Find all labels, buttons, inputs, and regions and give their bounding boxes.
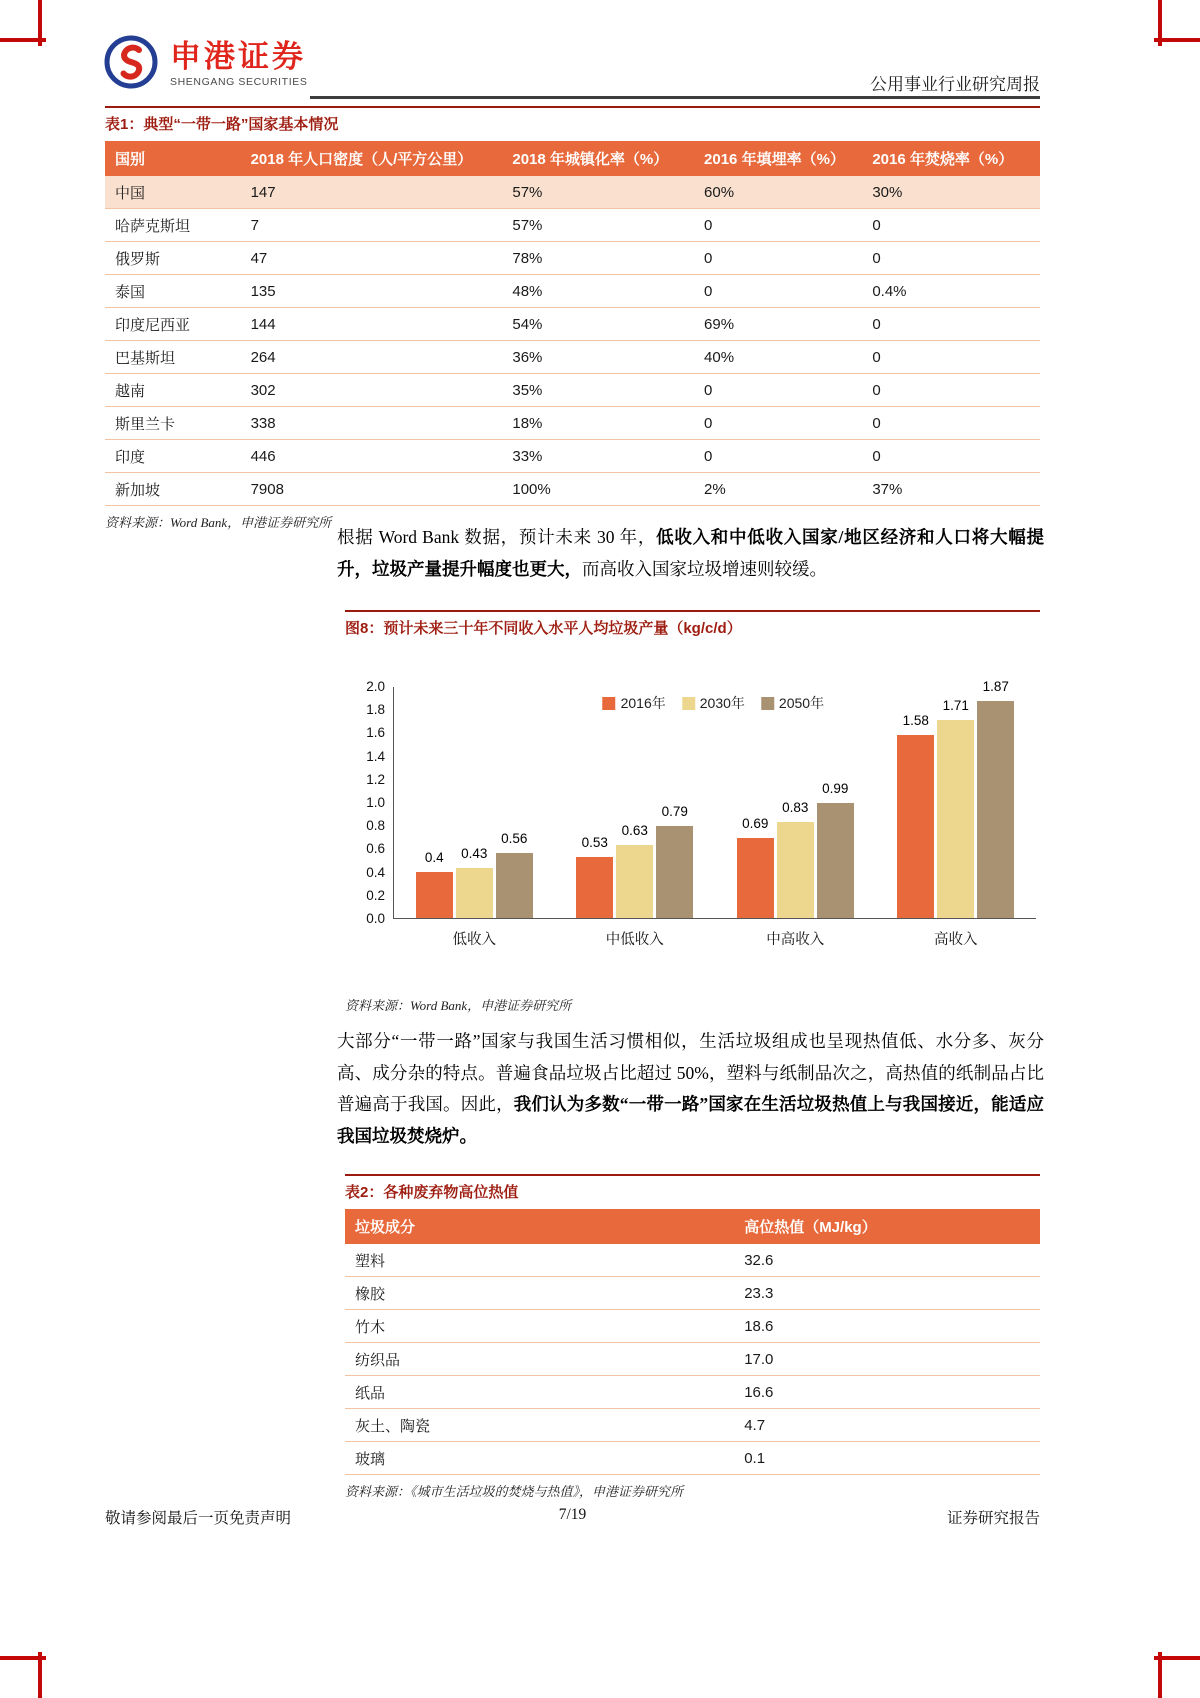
table-cell: 47 <box>241 242 503 275</box>
bar-value-label: 0.69 <box>742 815 769 831</box>
table-cell: 斯里兰卡 <box>105 407 241 440</box>
column-header: 2016 年焚烧率（%） <box>862 141 1040 176</box>
category-label: 高收入 <box>934 932 978 948</box>
table-row <box>345 1343 1040 1376</box>
table1-title: 表1：典型“一带一路”国家基本情况 <box>105 106 1040 141</box>
table-cell: 0 <box>694 374 862 407</box>
bar <box>456 846 493 918</box>
table-cell: 7908 <box>241 473 503 506</box>
chart-section <box>345 610 1040 1014</box>
table-cell: 0.4% <box>862 275 1040 308</box>
bar-group <box>897 679 1014 948</box>
page-number: 7/19 <box>558 1506 587 1523</box>
table-cell: 69% <box>694 308 862 341</box>
column-header: 国别 <box>105 141 241 176</box>
legend-item <box>682 693 745 713</box>
bar <box>496 831 533 918</box>
table-cell: 竹木 <box>345 1310 734 1343</box>
table-cell: 0 <box>862 308 1040 341</box>
bar <box>656 804 693 918</box>
text-segment: 低收入和中低收入国家/地区经济和人口将大幅提升，垃圾产量提升幅度也更大， <box>337 527 1044 579</box>
column-header: 2016 年填埋率（%） <box>694 141 862 176</box>
table-row <box>105 209 1040 242</box>
footer-disclaimer: 敬请参阅最后一页免责声明 <box>105 1510 292 1527</box>
paragraph-income-growth <box>337 522 1044 585</box>
y-axis-tick: 2.0 <box>366 679 385 694</box>
table2-title: 表2：各种废弃物高位热值 <box>345 1174 1040 1209</box>
bar-value-label: 0.56 <box>501 831 528 847</box>
table-cell: 0 <box>862 407 1040 440</box>
y-axis-tick: 1.6 <box>366 725 385 741</box>
table-cell: 135 <box>241 275 503 308</box>
legend-label: 2050年 <box>778 695 825 711</box>
table-cell: 78% <box>502 242 694 275</box>
table-cell: 36% <box>502 341 694 374</box>
table-cell: 0 <box>862 440 1040 473</box>
legend-label: 2030年 <box>699 695 745 711</box>
table-cell: 446 <box>241 440 503 473</box>
belt-road-countries-table <box>105 141 1040 506</box>
bar-value-label: 1.71 <box>942 697 969 713</box>
table2-section <box>345 1174 1040 1500</box>
table-cell: 0 <box>694 407 862 440</box>
table-row <box>345 1409 1040 1442</box>
table-cell: 2% <box>694 473 862 506</box>
bar-group <box>416 687 533 948</box>
waste-heat-value-table <box>345 1209 1040 1475</box>
y-axis-tick: 1.0 <box>366 795 385 810</box>
table-cell: 33% <box>502 440 694 473</box>
table-row <box>105 374 1040 407</box>
bar <box>576 834 613 918</box>
y-axis-tick: 1.8 <box>366 702 385 718</box>
bar <box>937 697 974 918</box>
header-rule <box>310 96 1040 99</box>
legend-item <box>761 693 824 713</box>
y-axis-tick: 0.6 <box>366 841 385 857</box>
table-cell: 橡胶 <box>345 1277 734 1310</box>
corner-mark <box>0 1656 46 1660</box>
y-axis-tick: 1.2 <box>366 771 385 787</box>
text-segment: 根据 Word Bank 数据，预计未来 30 年， <box>337 527 657 547</box>
table-cell: 0 <box>862 374 1040 407</box>
column-header: 高位热值（MJ/kg） <box>734 1209 1040 1244</box>
category-label: 中低收入 <box>605 932 664 948</box>
table-cell: 18.6 <box>734 1310 1040 1343</box>
bar <box>616 822 653 918</box>
table-row <box>105 440 1040 473</box>
table-cell: 纺织品 <box>345 1343 734 1376</box>
table-cell: 泰国 <box>105 275 241 308</box>
corner-mark <box>1154 38 1200 42</box>
table-row <box>105 242 1040 275</box>
bar-value-label: 0.99 <box>822 781 849 797</box>
table-row <box>345 1442 1040 1475</box>
table-cell: 0 <box>862 341 1040 374</box>
table-cell: 338 <box>241 407 503 440</box>
bar-value-label: 0.79 <box>661 804 688 820</box>
corner-mark <box>1154 1656 1200 1660</box>
table-cell: 灰土、陶瓷 <box>345 1409 734 1442</box>
legend-swatch <box>603 697 616 710</box>
legend-label: 2016年 <box>620 695 666 711</box>
table-header-row <box>105 141 1040 176</box>
bar <box>897 712 934 918</box>
table-cell: 57% <box>502 176 694 209</box>
chart-plot-area <box>393 679 1036 948</box>
table-cell: 0 <box>694 440 862 473</box>
table-cell: 264 <box>241 341 503 374</box>
table-cell: 0 <box>694 275 862 308</box>
bar-value-label: 0.53 <box>581 834 608 850</box>
table-cell: 新加坡 <box>105 473 241 506</box>
bar-group <box>576 687 693 948</box>
table-cell: 巴基斯坦 <box>105 341 241 374</box>
table-cell: 塑料 <box>345 1244 734 1277</box>
table-row <box>345 1310 1040 1343</box>
column-header: 垃圾成分 <box>345 1209 734 1244</box>
table-cell: 18% <box>502 407 694 440</box>
table-cell: 100% <box>502 473 694 506</box>
table-cell: 57% <box>502 209 694 242</box>
table-cell: 60% <box>694 176 862 209</box>
bar-value-label: 1.58 <box>902 712 929 728</box>
table-cell: 0 <box>862 242 1040 275</box>
bar-value-label: 0.63 <box>621 822 648 838</box>
category-label: 低收入 <box>452 932 496 948</box>
table-cell: 0.1 <box>734 1442 1040 1475</box>
table-cell: 54% <box>502 308 694 341</box>
table-cell: 印度 <box>105 440 241 473</box>
bar <box>416 849 453 918</box>
table-cell: 35% <box>502 374 694 407</box>
table-row <box>345 1244 1040 1277</box>
brand-text <box>170 38 308 89</box>
text-segment: 大部分“一带一路”国家与我国生活习惯相似，生活垃圾组成也呈现热值低、水分多、灰分高、成分杂的特点。普遍食品垃圾占比超过 50%，塑料与纸制品次之，高热值的纸制品占比普遍高于我国。因此， <box>337 1031 1044 1114</box>
table1-section <box>105 106 1040 531</box>
y-axis-tick: 0.2 <box>366 887 385 903</box>
table-row <box>105 341 1040 374</box>
bar <box>817 781 854 918</box>
table-cell: 40% <box>694 341 862 374</box>
table-cell: 越南 <box>105 374 241 407</box>
column-header: 2018 年城镇化率（%） <box>502 141 694 176</box>
table2-source: 资料来源：《城市生活垃圾的焚烧与热值》，申港证券研究所 <box>345 1484 684 1499</box>
table-row <box>105 275 1040 308</box>
table-cell: 7 <box>241 209 503 242</box>
brand-name: 申港证券 <box>170 38 306 74</box>
page-footer <box>105 1506 1040 1528</box>
bar <box>977 679 1014 918</box>
footer-report-label: 证券研究报告 <box>946 1510 1040 1527</box>
table-cell: 玻璃 <box>345 1442 734 1475</box>
table-cell: 32.6 <box>734 1244 1040 1277</box>
table1-source: 资料来源：Word Bank，申港证券研究所 <box>105 515 332 530</box>
report-type-title: 公用事业行业研究周报 <box>870 75 1040 94</box>
table-cell: 37% <box>862 473 1040 506</box>
y-axis-tick: 0.4 <box>366 864 385 880</box>
table-row <box>105 407 1040 440</box>
table-cell: 302 <box>241 374 503 407</box>
bar-chart <box>345 649 1040 979</box>
table-cell: 俄罗斯 <box>105 242 241 275</box>
shengang-logo-icon <box>103 34 159 95</box>
table-cell: 0 <box>694 209 862 242</box>
table-cell: 147 <box>241 176 503 209</box>
table-cell: 17.0 <box>734 1343 1040 1376</box>
table-cell: 16.6 <box>734 1376 1040 1409</box>
table-row <box>105 308 1040 341</box>
table-header-row <box>345 1209 1040 1244</box>
chart-legend <box>603 693 824 713</box>
brand-name-en: SHENGANG SECURITIES <box>170 76 308 89</box>
bar-value-label: 0.43 <box>461 846 488 862</box>
paragraph-heat-value <box>337 1026 1044 1152</box>
table-cell: 0 <box>862 209 1040 242</box>
bar-value-label: 1.87 <box>982 679 1009 695</box>
legend-swatch <box>682 697 695 710</box>
corner-mark <box>0 38 46 42</box>
bar-value-label: 0.83 <box>782 799 809 815</box>
bar <box>777 799 814 918</box>
table-row <box>345 1376 1040 1409</box>
table-cell: 纸品 <box>345 1376 734 1409</box>
legend-swatch <box>761 697 774 710</box>
table-row <box>105 176 1040 209</box>
table-cell: 0 <box>694 242 862 275</box>
table-cell: 23.3 <box>734 1277 1040 1310</box>
table-row <box>105 473 1040 506</box>
table-cell: 哈萨克斯坦 <box>105 209 241 242</box>
legend-item <box>603 693 666 713</box>
table-cell: 48% <box>502 275 694 308</box>
shengang-logo <box>103 34 307 95</box>
table-cell: 4.7 <box>734 1409 1040 1442</box>
table-cell: 中国 <box>105 176 241 209</box>
chart-source: 资料来源：Word Bank，申港证券研究所 <box>345 998 572 1013</box>
table-cell: 144 <box>241 308 503 341</box>
bar-value-label: 0.4 <box>424 849 444 865</box>
chart-title: 图8：预计未来三十年不同收入水平人均垃圾产量（kg/c/d） <box>345 610 1040 645</box>
table-row <box>345 1277 1040 1310</box>
table-cell: 印度尼西亚 <box>105 308 241 341</box>
y-axis-tick: 0.8 <box>366 818 385 834</box>
column-header: 2018 年人口密度（人/平方公里） <box>241 141 503 176</box>
y-axis-tick: 1.4 <box>366 748 385 764</box>
text-segment: 我们认为多数“一带一路”国家在生活垃圾热值上与我国接近，能适应我国垃圾焚烧炉。 <box>337 1094 1044 1146</box>
bar-group <box>737 687 854 948</box>
text-segment: 而高收入国家垃圾增速则较缓。 <box>582 558 827 579</box>
table-cell: 30% <box>862 176 1040 209</box>
y-axis-tick: 0.0 <box>366 911 385 926</box>
category-label: 中高收入 <box>766 932 825 948</box>
bar <box>737 815 774 918</box>
